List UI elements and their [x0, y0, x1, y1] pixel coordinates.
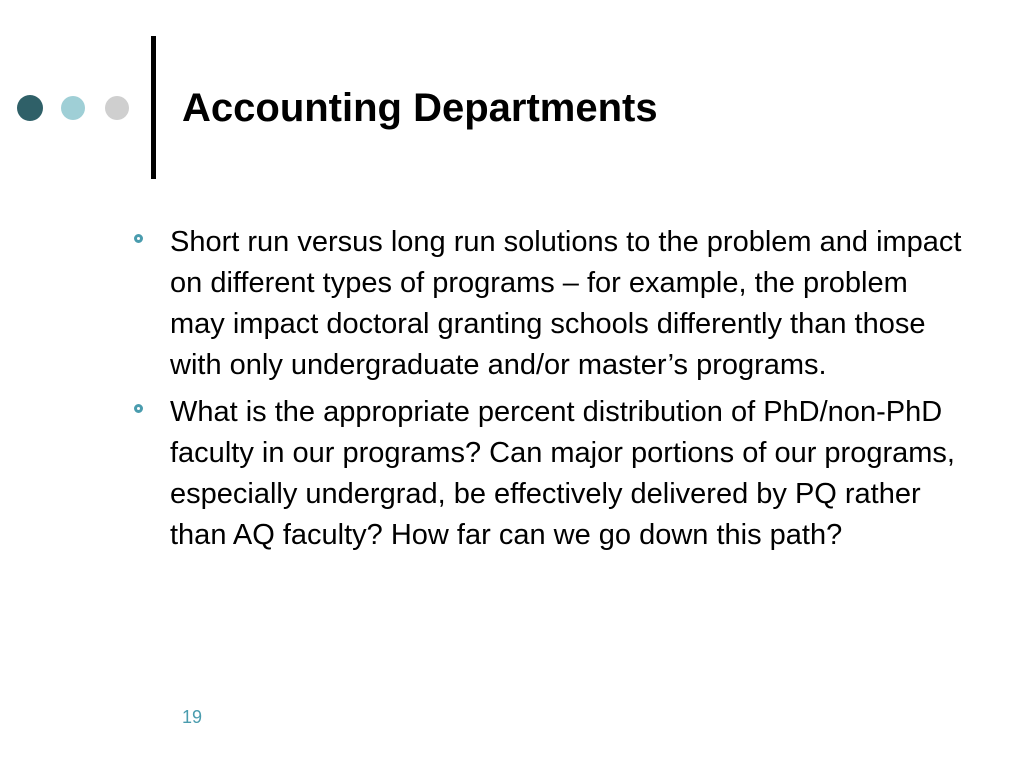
slide-number: 19 — [182, 707, 203, 727]
bullet-circle-icon — [134, 404, 143, 413]
slide-title: Accounting Departments — [182, 86, 658, 130]
decorative-dot-grey — [105, 96, 129, 120]
title-divider — [151, 36, 156, 179]
bullet-circle-icon — [134, 234, 143, 243]
bullet-text: Short run versus long run solutions to the problem and impact on different types of programs – for example, the problem may impact doctoral granting schools differently than those with only undergraduate and/or master’s programs. — [170, 226, 962, 381]
decorative-dot-light — [61, 96, 85, 120]
bullet-list — [132, 222, 962, 562]
bullet-item — [132, 392, 962, 556]
bullet-text: What is the appropriate percent distribution of PhD/non-PhD faculty in our programs? Can major portions of our programs, especially undergrad, be effectively delivered by PQ rather than AQ faculty? How far can we go down this path? — [170, 396, 955, 551]
bullet-item — [132, 222, 962, 386]
decorative-dot-dark — [17, 95, 43, 121]
